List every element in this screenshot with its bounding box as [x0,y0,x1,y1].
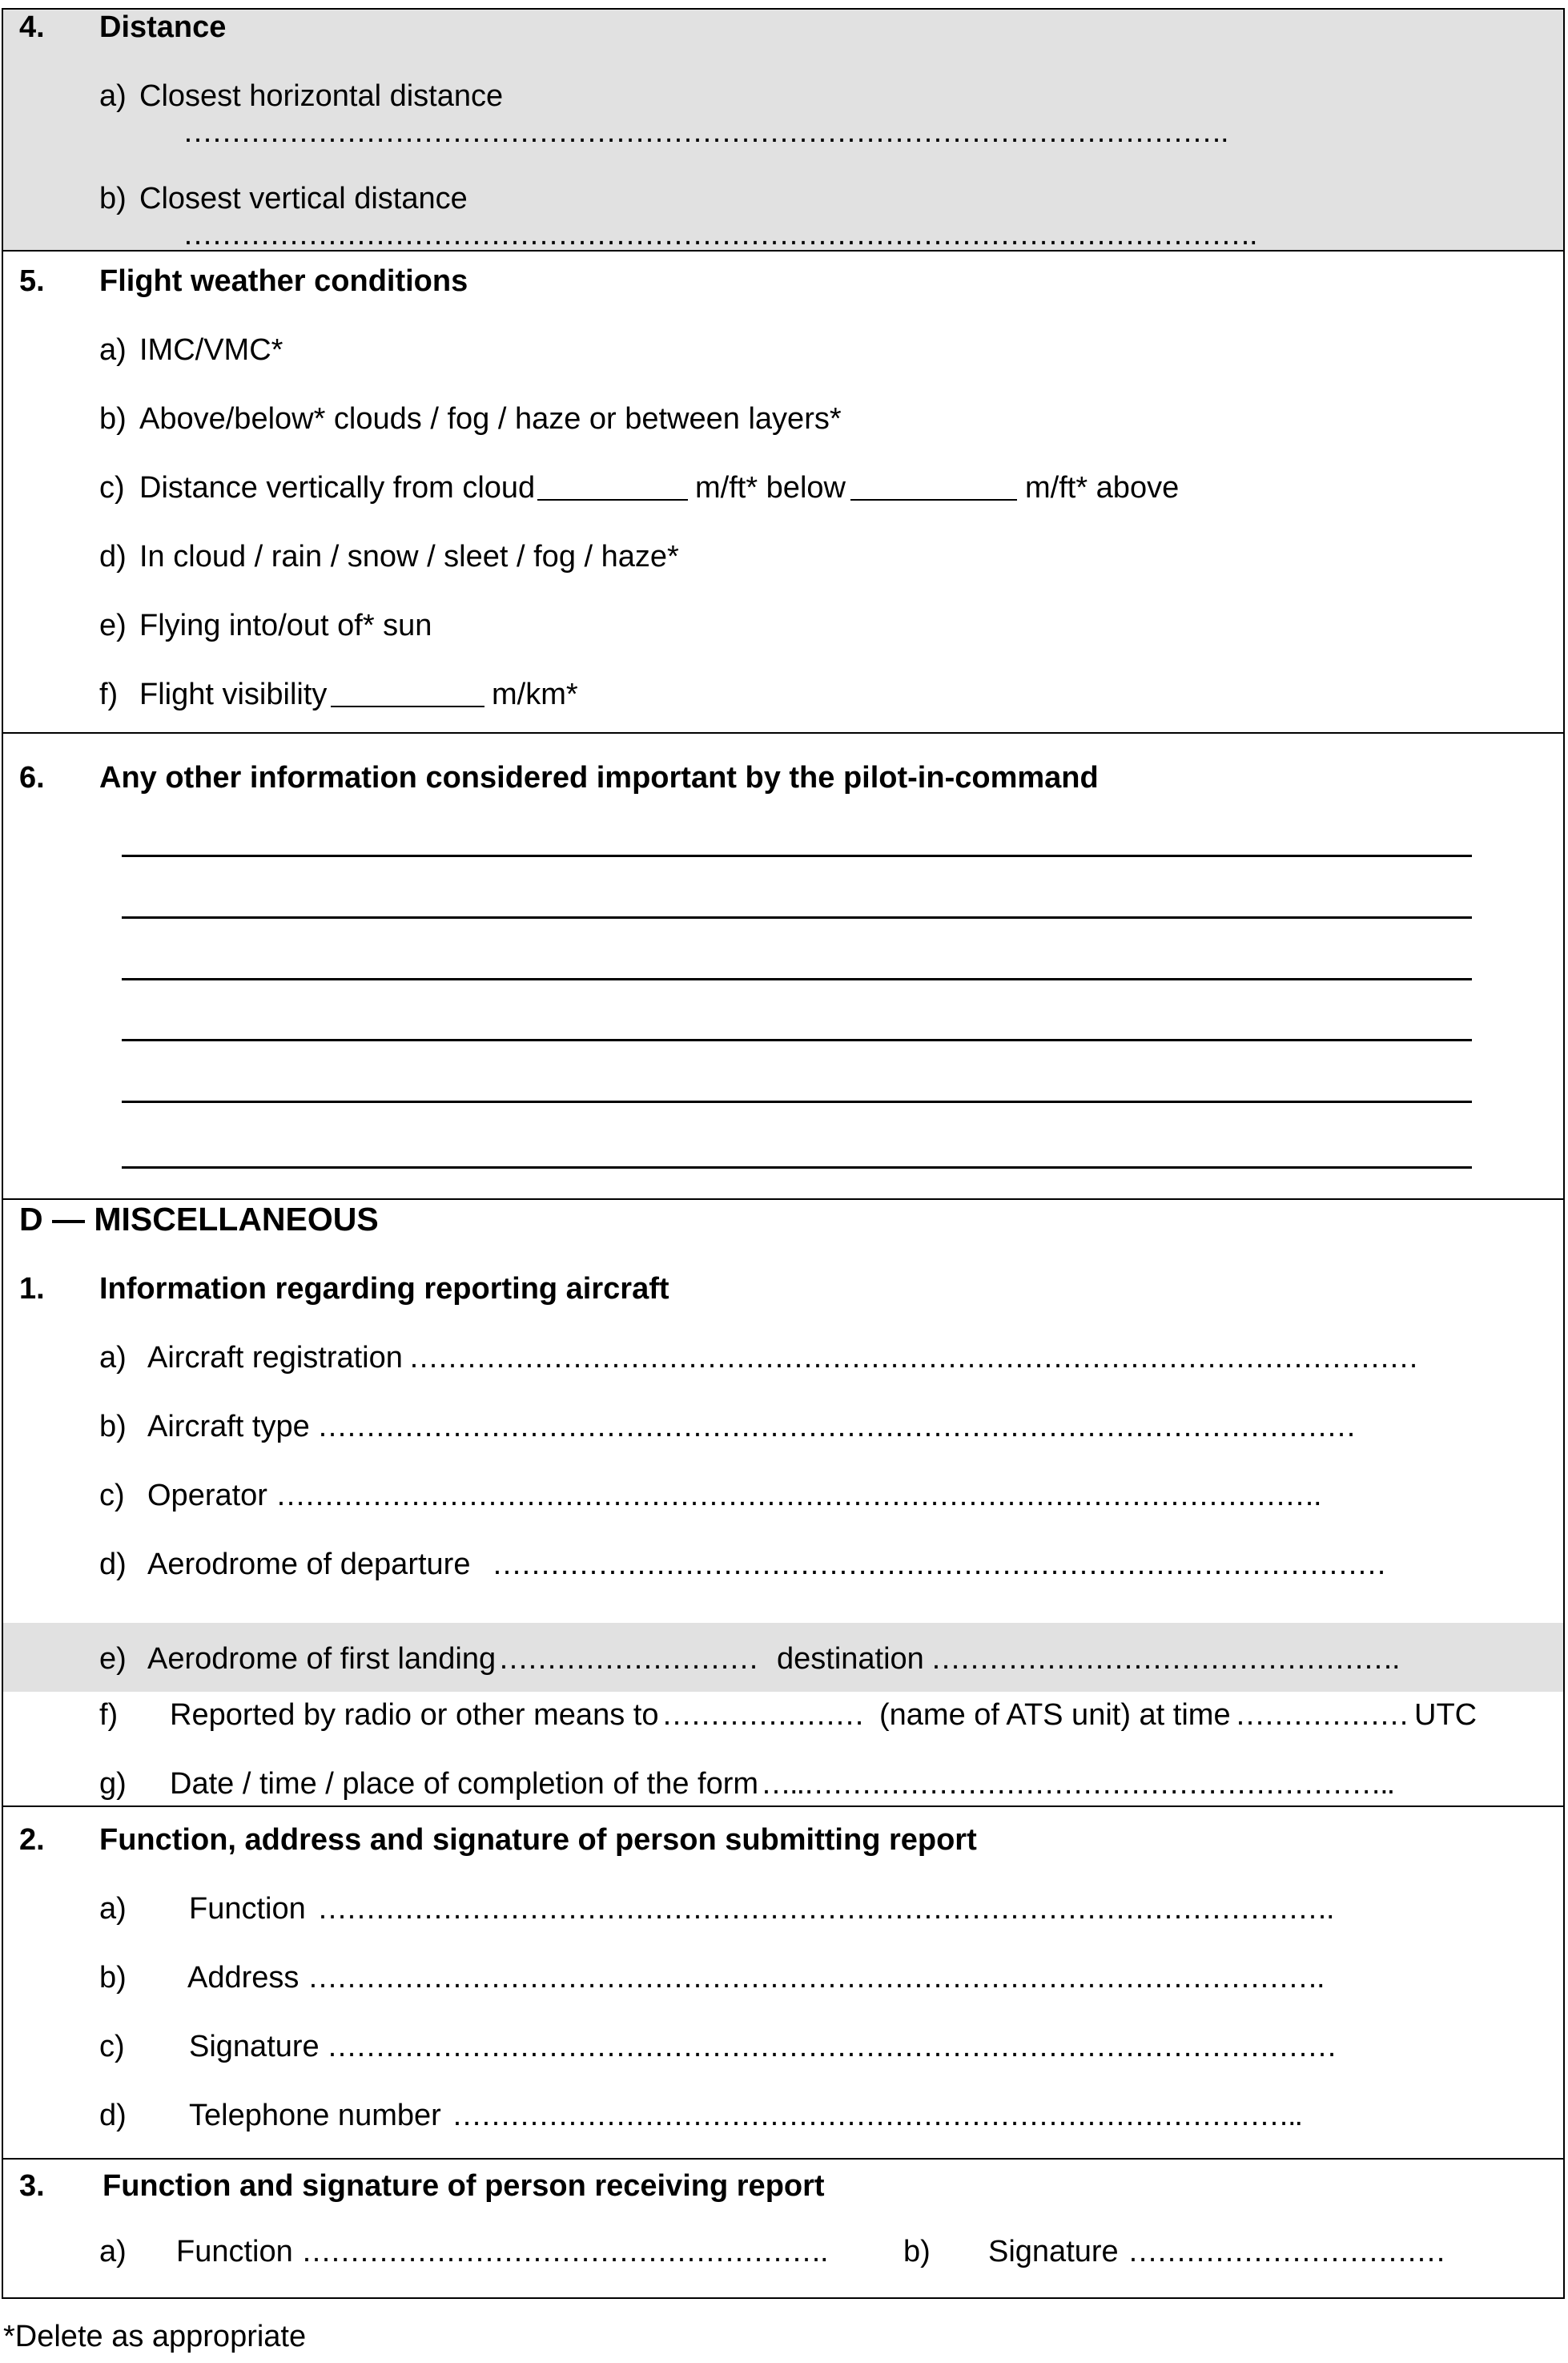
submitter-function-field[interactable]: ……………………………………………………………………………………………. [317,1894,1333,1924]
other-info-line[interactable] [122,978,1472,980]
receiver-signature-field[interactable]: …………………………… [1128,2236,1445,2267]
footnote: *Delete as appropriate [3,2320,307,2353]
ats-unit-time-label: (name of ATS unit) at time [879,1698,1231,1732]
section-d3-title: Function and signature of person receiving report [103,2169,825,2203]
other-info-line[interactable] [122,916,1472,919]
destination-field[interactable]: …………………………………………. [931,1644,1399,1674]
imc-vmc-option: IMC/VMC* [139,333,283,367]
reported-by-label: Reported by radio or other means to [170,1698,659,1732]
other-info-line[interactable] [122,855,1472,857]
section-d1-title: Information regarding reporting aircraft [99,1272,669,1306]
section-5-title: Flight weather conditions [99,264,468,298]
item-letter: a) [99,2235,127,2268]
aircraft-registration-label: Aircraft registration [147,1341,403,1375]
item-letter: e) [99,609,127,642]
other-info-line[interactable] [122,1101,1472,1103]
item-letter: d) [99,2099,127,2132]
item-letter: b) [99,1410,127,1443]
section-d2-title: Function, address and signature of person submitting report [99,1823,977,1857]
section-4-b-label: Closest vertical distance [139,182,468,215]
ats-unit-field[interactable]: ………………… [661,1700,863,1730]
function-label: Function [189,1892,306,1926]
flight-visibility-label: Flight visibility [139,678,328,711]
other-info-line[interactable] [122,1039,1472,1041]
telephone-label: Telephone number [189,2099,441,2132]
aircraft-type-field[interactable]: ……………………………………………………………………………………………… [317,1411,1355,1442]
utc-label: UTC [1414,1698,1478,1732]
item-letter: c) [99,1479,125,1512]
item-letter: a) [99,1892,127,1926]
receiver-function-label: Function [176,2235,293,2268]
aerodrome-departure-field[interactable]: ………………………………………………………………………………… [492,1549,1385,1580]
section-6-number: 6. [19,761,45,795]
receiver-function-field[interactable]: ………………………………………………. [301,2236,827,2267]
completion-date-label: Date / time / place of completion of the form [170,1767,759,1801]
operator-label: Operator [147,1479,267,1512]
item-letter: c) [99,471,125,505]
sun-option: Flying into/out of* sun [139,609,432,642]
section-4-a-label: Closest horizontal distance [139,79,504,113]
section-d3-number: 3. [19,2169,45,2203]
destination-label: destination [777,1642,924,1676]
aircraft-registration-field[interactable]: …………………………………………………………………………………………… [408,1343,1417,1373]
section-4-number: 4. [19,10,45,44]
section-d-heading: D — MISCELLANEOUS [19,1201,379,1238]
item-letter: d) [99,540,127,574]
distance-from-cloud-label: Distance vertically from cloud [139,471,536,505]
completion-date-field[interactable]: …..…………………………………………………….. [761,1769,1394,1799]
item-letter: c) [99,2030,125,2063]
item-letter: f) [99,1698,119,1732]
first-landing-label: Aerodrome of first landing [147,1642,497,1676]
item-letter: b) [99,1961,127,1995]
item-letter: g) [99,1767,127,1801]
report-time-field[interactable]: ……………… [1235,1700,1408,1730]
visibility-blank[interactable] [331,706,484,707]
aircraft-type-label: Aircraft type [147,1410,310,1443]
section-4-a-letter: a) [99,79,127,113]
above-below-option: Above/below* clouds / fog / haze or between layers* [139,402,842,436]
section-6-title: Any other information considered important by the pilot-in-command [99,761,1099,795]
item-letter: b) [903,2235,931,2268]
aerodrome-departure-label: Aerodrome of departure [147,1548,471,1581]
item-letter: a) [99,1341,127,1375]
submitter-signature-field[interactable]: …………………………………………………………………………………………… [327,2031,1336,2062]
unit-above-label: m/ft* above [1025,471,1180,505]
item-letter: f) [99,678,119,711]
submitter-address-field[interactable]: ……………………………………………………………………………………………. [308,1962,1324,1993]
submitter-telephone-field[interactable]: …………………………………………………………………………….. [452,2100,1302,2131]
item-letter: a) [99,333,127,367]
section-5-number: 5. [19,264,45,298]
first-landing-field[interactable]: ……………………… [498,1644,758,1674]
item-letter: d) [99,1548,127,1581]
section-4-title: Distance [99,10,227,44]
visibility-unit-label: m/km* [492,678,578,711]
section-4-b-letter: b) [99,182,127,215]
other-info-line[interactable] [122,1166,1472,1169]
signature-label: Signature [189,2030,320,2063]
receiver-signature-label: Signature [988,2235,1119,2268]
item-letter: b) [99,402,127,436]
section-d1-number: 1. [19,1272,45,1306]
unit-below-label: m/ft* below [695,471,846,505]
item-letter: e) [99,1642,127,1676]
closest-horizontal-distance-field[interactable]: ………………………………………………………………………………………………. [183,117,1228,147]
closest-vertical-distance-field[interactable]: …………………………………………………………………………………………………. [183,219,1256,250]
address-label: Address [187,1961,300,1995]
in-cloud-option: In cloud / rain / snow / sleet / fog / haze* [139,540,679,574]
section-6-other-info [2,732,1565,1200]
section-d2-number: 2. [19,1823,45,1857]
operator-field[interactable]: ………………………………………………………………………………………………. [275,1480,1321,1511]
cloud-below-blank[interactable] [537,499,688,501]
cloud-above-blank[interactable] [850,499,1017,501]
